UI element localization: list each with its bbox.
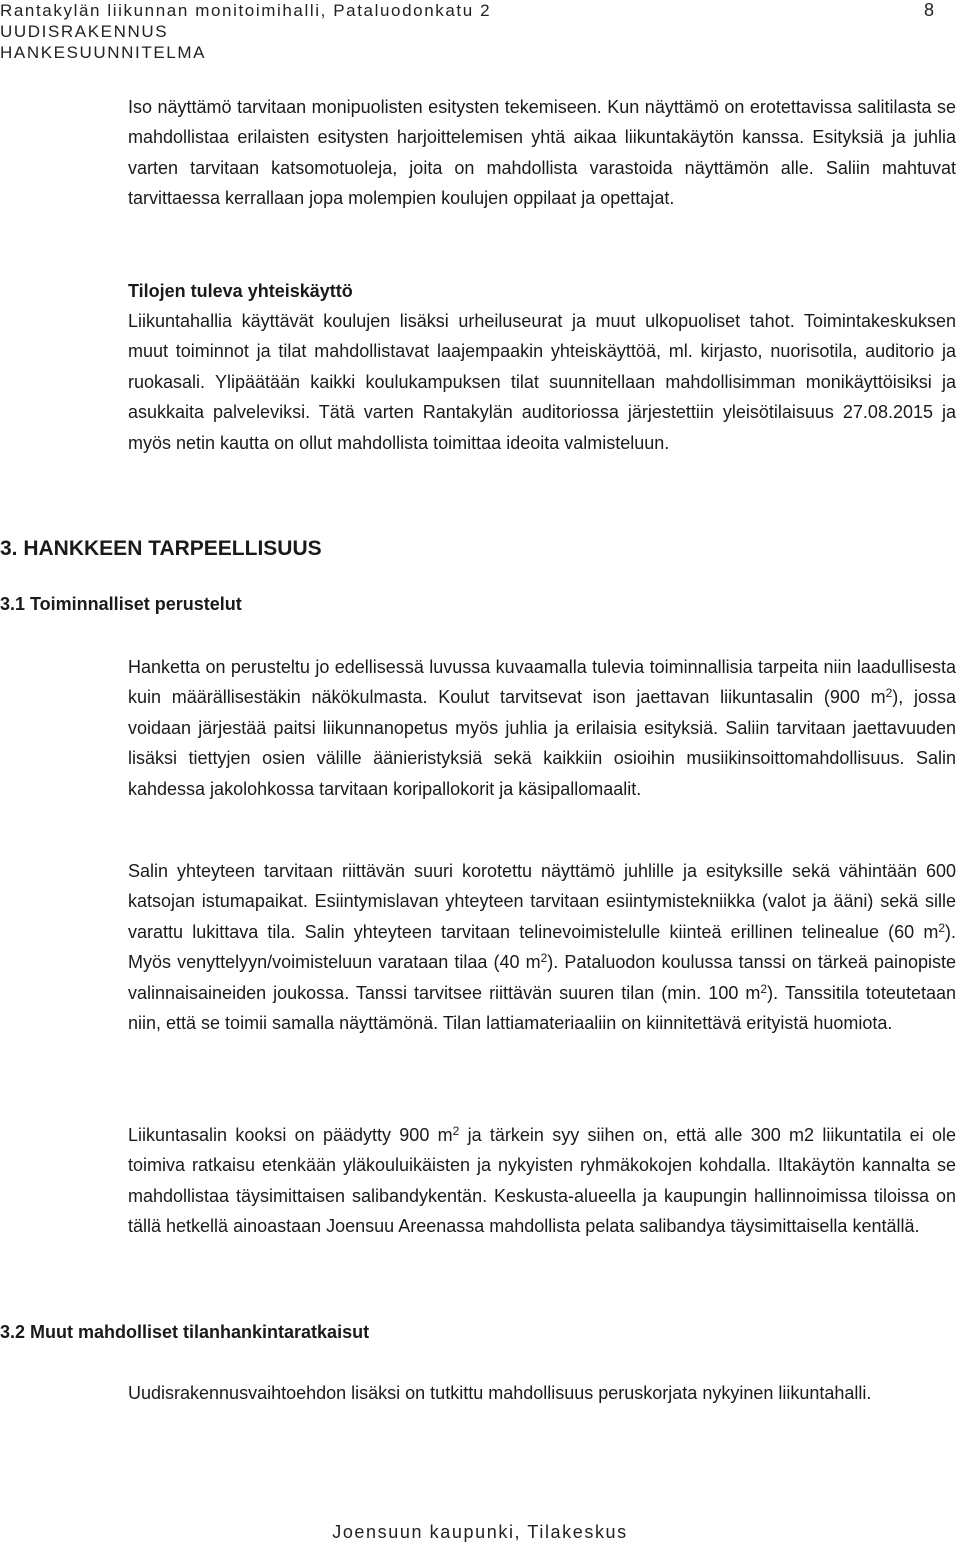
section-3-2-block — [128, 1378, 956, 1408]
superscript: 2 — [540, 951, 548, 966]
superscript: 2 — [760, 981, 768, 996]
superscript: 2 — [452, 1124, 460, 1138]
header-project-title: Rantakylän liikunnan monitoimihalli, Pataluodonkatu 2 — [0, 1, 492, 20]
superscript: 2 — [885, 686, 893, 701]
text-run: Hanketta on perusteltu jo edellisessä luvussa kuvaamalla tulevia toiminnallisia tarpeita niin laadullisesta kuin määrällisestäkin näkökulmasta. Koulut tarvitsevat ison jaettavan liikuntasalin (900 m — [128, 657, 956, 708]
section-3-2-heading: 3.2 Muut mahdolliset tilanhankintaratkaisut — [0, 1322, 370, 1342]
section-3-2-paragraph: Uudisrakennusvaihtoehdon lisäksi on tutkittu mahdollisuus peruskorjata nykyinen liikuntahalli. — [128, 1383, 872, 1403]
text-run: Liikuntasalin kooksi on päädytty 900 m — [128, 1125, 453, 1145]
page-number: 8 — [923, 0, 934, 20]
text-run: Salin yhteyteen tarvitaan riittävän suuri korotettu näyttämö juhlille ja esityksille sekä vähintään 600 katsojan istumapaikat. Esiintymislavan yhteyteen tarvitaan esiintymistekniikka (valot ja ääni) sekä sille varattu lukittava tila. Salin yhteyteen tarvitaan telinevoimistelulle kiinteä erillinen telinealue (60 m — [128, 861, 956, 942]
intro-paragraph: Iso näyttämö tarvitaan monipuolisten esitysten tekemiseen. Kun näyttämö on erotettavissa salitilasta se mahdollistaa erilaisten esitysten harjoittelemisen yhtä aikaa liikuntakäytön kanssa. Esityksiä ja juhlia varten tarvitaan katsomotuoleja, joita on mahdollista varastoida näyttämön alle. Saliin mahtuvat tarvittaessa kerrallaan jopa molempien koulujen oppilaat ja opettajat. — [128, 97, 956, 209]
text-run: ja tärkein syy siihen on, että alle 300 m2 liikuntatila ei ole toimiva ratkaisu etenkään yläkouluikäisten ja nykyisten ryhmäkokojen kohdalla. Iltakäytön kannalta se mahdollistaa täysimittaisen salibandykentän. Keskusta-alueella ja kaupungin hallinnoimissa tiloissa on tällä hetkellä ainoastaan Joensuu Areenassa mahdollista pelata salibandya täysimittaisella kentällä. — [128, 1125, 956, 1237]
section-3-1-paragraph-3 — [128, 1120, 956, 1242]
header-document-name: HANKESUUNNITELMA — [0, 43, 207, 62]
superscript: 2 — [938, 920, 945, 935]
text-run: ). Tanssitila toteutetaan niin, että se toimii samalla näyttämönä. Tilan lattiamateriaaliin on kiinnitettävä erityistä huomiota. — [128, 982, 956, 1034]
page-footer: Joensuun kaupunki, Tilakeskus — [332, 1522, 628, 1542]
section-3-1-paragraph-2 — [128, 856, 956, 1038]
section-3-heading: 3. HANKKEEN TARPEELLISUUS — [0, 537, 322, 560]
header-type: UUDISRAKENNUS — [0, 22, 169, 41]
page-header — [0, 0, 940, 63]
intro-block — [128, 92, 956, 214]
text-run: ). Pataluodon koulussa tanssi on tärkeä painopiste valinnaisaineiden joukossa. Tanssi tarvitsee riittävän suuren tilan (min. 100 m — [128, 952, 956, 1003]
section-3-1-paragraph-1 — [128, 652, 956, 804]
future-use-heading: Tilojen tuleva yhteiskäyttö — [128, 281, 353, 301]
text-run: ). Myös venyttelyyn/voimisteluun varataan tilaa (40 m — [128, 921, 956, 973]
future-use-block — [128, 276, 956, 458]
section-3-1-heading: 3.1 Toiminnalliset perustelut — [0, 594, 242, 614]
future-use-paragraph: Liikuntahallia käyttävät koulujen lisäksi urheiluseurat ja muut ulkopuoliset tahot. Toimintakeskuksen muut toiminnot ja tilat mahdollistavat laajempaakin yhteiskäyttöä, ml. kirjasto, nuorisotila, auditorio ja ruokasali. Ylipäätään kaikki koulukampuksen tilat suunnitellaan mahdollisimman monikäyttöisiksi ja asukkaita palveleviksi. Tätä varten Rantakylän auditoriossa järjestettiin yleisötilaisuus 27.08.2015 ja myös netin kautta on ollut mahdollista toimittaa ideoita valmisteluun. — [128, 311, 956, 453]
text-run: ), jossa voidaan järjestää paitsi liikunnanopetus myös juhlia ja erilaisia esityksiä. Saliin tarvitaan jaettavuuden lisäksi tiettyjen osien välille äänieristyksiä sekä kaikkiin osioihin musiikinsoittomahdollisuus. Salin kahdessa jakolohkossa tarvitaan koripallokorit ja käsipallomaalit. — [128, 687, 956, 799]
